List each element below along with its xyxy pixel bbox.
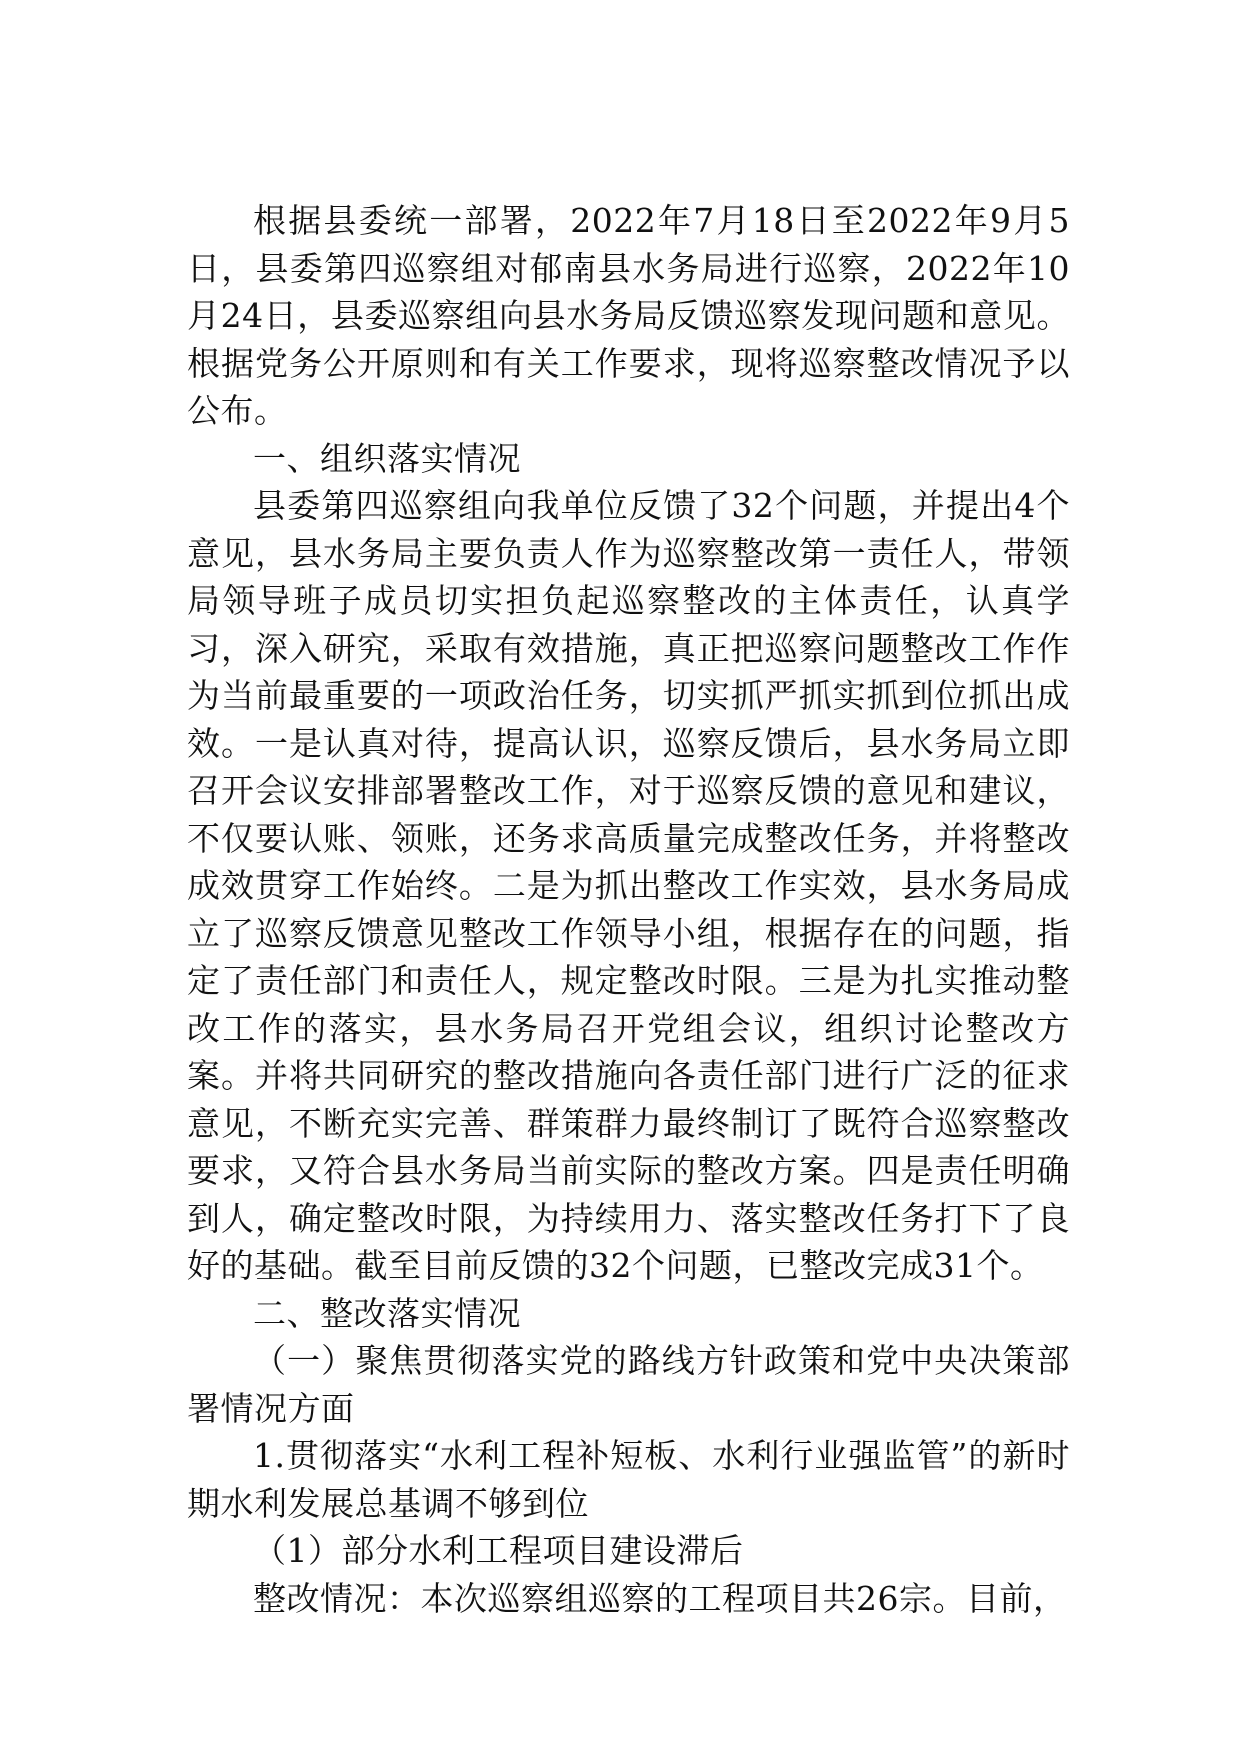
organization-paragraph: 县委第四巡察组向我单位反馈了32个问题，并提出4个意见，县水务局主要负责人作为巡察整改第一责任人，带领局领导班子成员切实担负起巡察整改的主体责任，认真学习，深入研究，采取有效措施，真正把巡察问题整改工作作为当前最重要的一项政治任务，切实抓严抓实抓到位抓出成效。一是认真对待，提高认识，巡察反馈后，县水务局立即召开会议安排部署整改工作，对于巡察反馈的意见和建议，不仅要认账、领账，还务求高质量完成整改任务，并将整改成效贯穿工作始终。二是为抓出整改工作实效，县水务局成立了巡察反馈意见整改工作领导小组，根据存在的问题，指定了责任部门和责任人，规定整改时限。三是为扎实推动整改工作的落实，县水务局召开党组会议，组织讨论整改方案。并将共同研究的整改措施向各责任部门进行广泛的征求意见，不断充实完善、群策群力最终制订了既符合巡察整改要求，又符合县水务局当前实际的整改方案。四是责任明确到人，确定整改时限，为持续用力、落实整改任务打下了良好的基础。截至目前反馈的32个问题，已整改完成31个。 — [187, 486, 1070, 1285]
subsection-heading: （一）聚焦贯彻落实党的路线方针政策和党中央决策部署情况方面 — [187, 1341, 1070, 1428]
sub-item-heading: （1）部分水利工程项目建设滞后 — [253, 1531, 744, 1570]
section-heading-organization: 一、组织落实情况 — [253, 438, 521, 478]
intro-paragraph: 根据县委统一部署，2022年7月18日至2022年9月5日，县委第四巡察组对郁南县水务局进行巡察，2022年10月24日，县委巡察组向县水务局反馈巡察发现问题和意见。根据党务公开原则和有关工作要求，现将巡察整改情况予以公布。 — [187, 201, 1070, 430]
item-heading: 1.贯彻落实“水利工程补短板、水利行业强监管”的新时期水利发展总基调不够到位 — [187, 1436, 1070, 1523]
rectification-paragraph: 整改情况：本次巡察组巡察的工程项目共26宗。目前， — [253, 1578, 1067, 1618]
section-heading-rectification: 二、整改落实情况 — [253, 1293, 521, 1333]
document-page — [187, 197, 1070, 1622]
